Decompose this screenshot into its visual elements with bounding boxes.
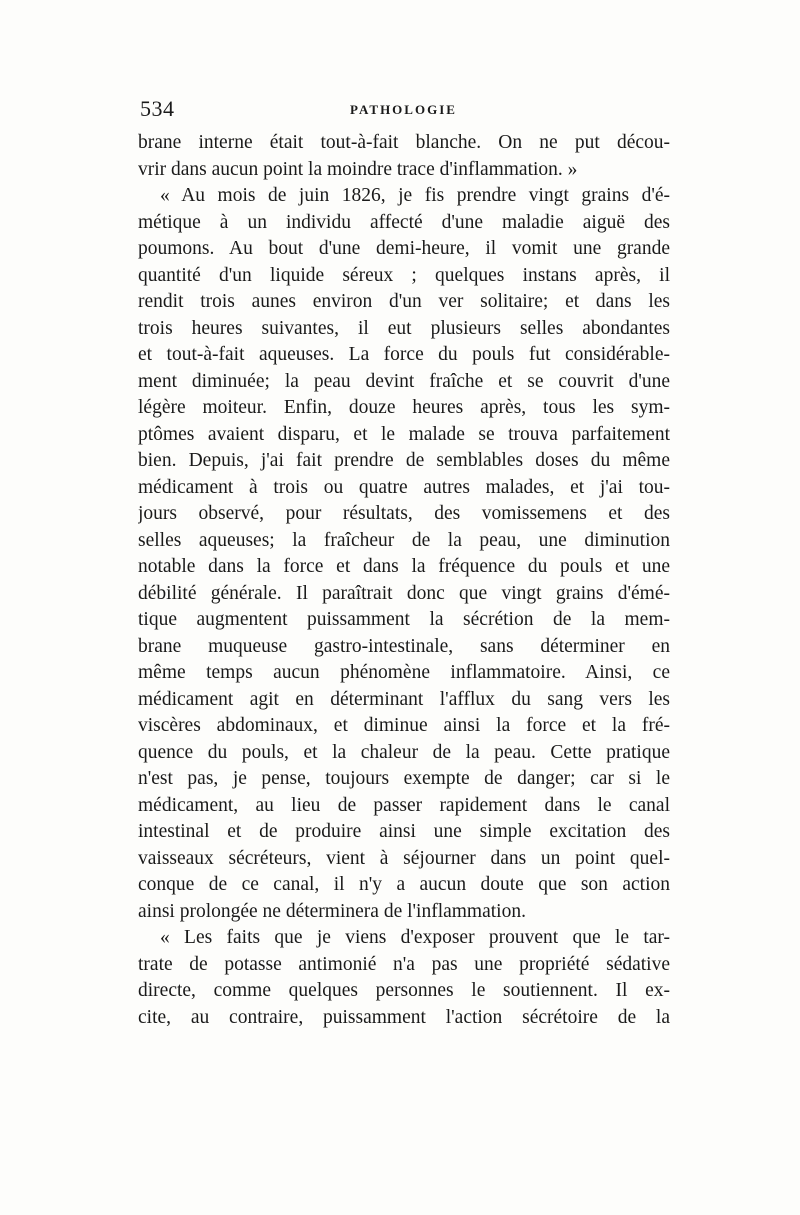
text-line: rendit trois aunes environ d'un ver solitaire; et dans les [138,291,670,312]
text-line: viscères abdominaux, et diminue ainsi la force et la fré- [138,715,670,736]
page-header [140,96,670,126]
text-line: conque de ce canal, il n'y a aucun doute que son action [138,874,670,895]
text-line: « Les faits que je viens d'exposer prouvent que le tar- [160,927,670,948]
text-line: ainsi prolongée ne déterminera de l'inflammation. [138,900,526,922]
body-text [138,130,670,1031]
text-line: jours observé, pour résultats, des vomissemens et des [138,503,670,524]
text-line: notable dans la force et dans la fréquence du pouls et une [138,556,670,577]
text-line: quence du pouls, et la chaleur de la peau. Cette pratique [138,741,670,763]
text-line: « Au mois de juin 1826, je fis prendre vingt grains d'é- [160,185,670,206]
text-line: métique à un individu affecté d'une maladie aiguë des [138,211,670,233]
text-line: trate de potasse antimonié n'a pas une propriété sédative [138,953,670,975]
text-line: trois heures suivantes, il eut plusieurs selles abondantes [138,317,670,339]
text-line: vrir dans aucun point la moindre trace d'inflammation. » [138,158,578,180]
text-line: quantité d'un liquide séreux ; quelques instans après, il [138,264,670,286]
text-line: selles aqueuses; la fraîcheur de la peau, une diminution [138,529,670,551]
text-line: brane muqueuse gastro-intestinale, sans déterminer en [138,635,670,657]
text-line: ptômes avaient disparu, et le malade se trouva parfaitement [138,423,670,445]
text-line: légère moiteur. Enfin, douze heures après, tous les sym- [138,397,670,418]
text-line: vaisseaux sécréteurs, vient à séjourner dans un point quel- [138,847,670,869]
text-line: brane interne était tout-à-fait blanche. On ne put décou- [138,132,670,153]
running-head: PATHOLOGIE [350,102,457,117]
text-line: bien. Depuis, j'ai fait prendre de semblables doses du même [138,450,670,471]
text-line: intestinal et de produire ainsi une simple excitation des [138,821,670,842]
text-line: poumons. Au bout d'une demi-heure, il vomit une grande [138,238,670,259]
text-line: médicament agit en déterminant l'afflux du sang vers les [138,688,670,710]
text-line: n'est pas, je pense, toujours exempte de danger; car si le [138,768,670,789]
page-number: 534 [140,96,175,121]
text-line: débilité générale. Il paraîtrait donc que vingt grains d'émé- [138,582,670,604]
text-line: tique augmentent puissamment la sécrétion de la mem- [138,609,670,630]
text-line: et tout-à-fait aqueuses. La force du pouls fut considérable- [138,344,670,365]
text-line: même temps aucun phénomène inflammatoire. Ainsi, ce [138,662,670,683]
text-line: médicament, au lieu de passer rapidement dans le canal [138,794,670,816]
text-line: cite, au contraire, puissamment l'action sécrétoire de la [138,1006,670,1028]
text-line: directe, comme quelques personnes le soutiennent. Il ex- [138,980,670,1001]
text-line: médicament à trois ou quatre autres malades, et j'ai tou- [138,476,670,498]
text-line: ment diminuée; la peau devint fraîche et se couvrit d'une [138,370,670,392]
